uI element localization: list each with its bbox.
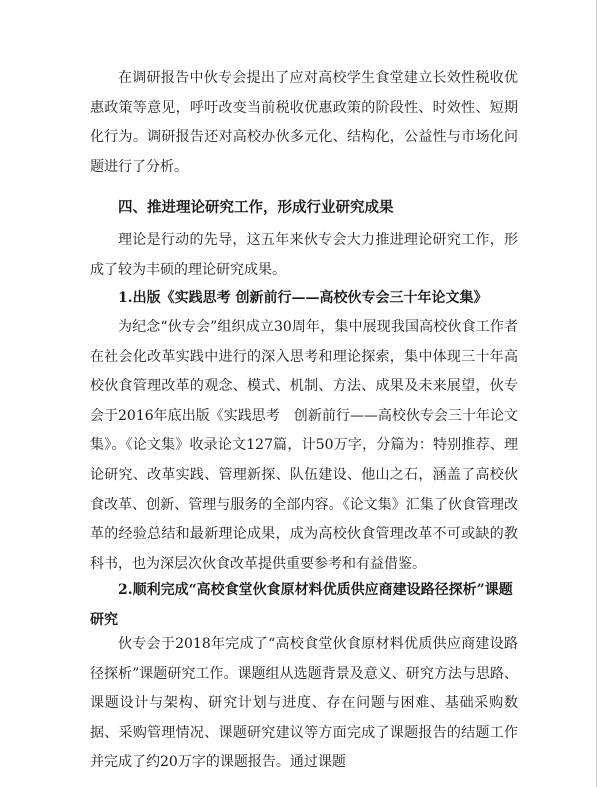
paragraph-research-details: 伙专会于2018年完成了“高校食堂伙食原材料优质供应商建设路径探析”课题研究工作。课题组从选题背景及意义、研究方法与思路、课题设计与架构、研究计划与进度、存在问题与困难、基础采购数据、采购管理情况、课题研究建议等方面完成了课题报告的结题工作并完成了约20万字的课题报告。通过课题: [90, 636, 518, 771]
paragraph-tax-policy: 在调研报告中伙专会提出了应对高校学生食堂建立长效性税收优惠政策等意见，呼吁改变当前税收优惠政策的阶段性、时效性、短期化行为。调研报告还对高校办伙多元化、结构化，公益性与市场化问题进行了分析。: [90, 70, 518, 175]
subheading-supplier-research: 2.顺利完成“高校食堂伙食原材料优质供应商建设路径探析”课题研究: [90, 582, 513, 628]
section-heading-four: 四、推进理论研究工作，形成行业研究成果: [118, 199, 394, 216]
paragraph-theory-intro: 理论是行动的先导，这五年来伙专会大力推进理论研究工作，形成了较为丰硕的理论研究成果。: [90, 232, 518, 278]
subheading-publish-collection: 1.出版《实践思考 创新前行——高校伙专会三十年论文集》: [118, 290, 488, 306]
paragraph-collection-details: 为纪念“伙专会”组织成立30周年，集中展现我国高校伙食工作者在社会化改革实践中进行的深入思考和理论探索，集中体现三十年高校伙食管理改革的观念、模式、机制、方法、成果及未来展望，伙专会于2016年底出版《实践思考 创新前行——高校伙专会三十年论文集》。《论文集》收录论文127篇，计50万字，分篇为：特别推荐、理论研究、改革实践、管理新探、队伍建设、他山之石，涵盖了高校伙食改革、创新、管理与服务的全部内容。《论文集》汇集了伙食管理改革的经验总结和最新理论成果，成为高校伙食管理改革不可或缺的教科书，也为深层次伙食改革提供重要参考和有益借鉴。: [90, 319, 518, 572]
